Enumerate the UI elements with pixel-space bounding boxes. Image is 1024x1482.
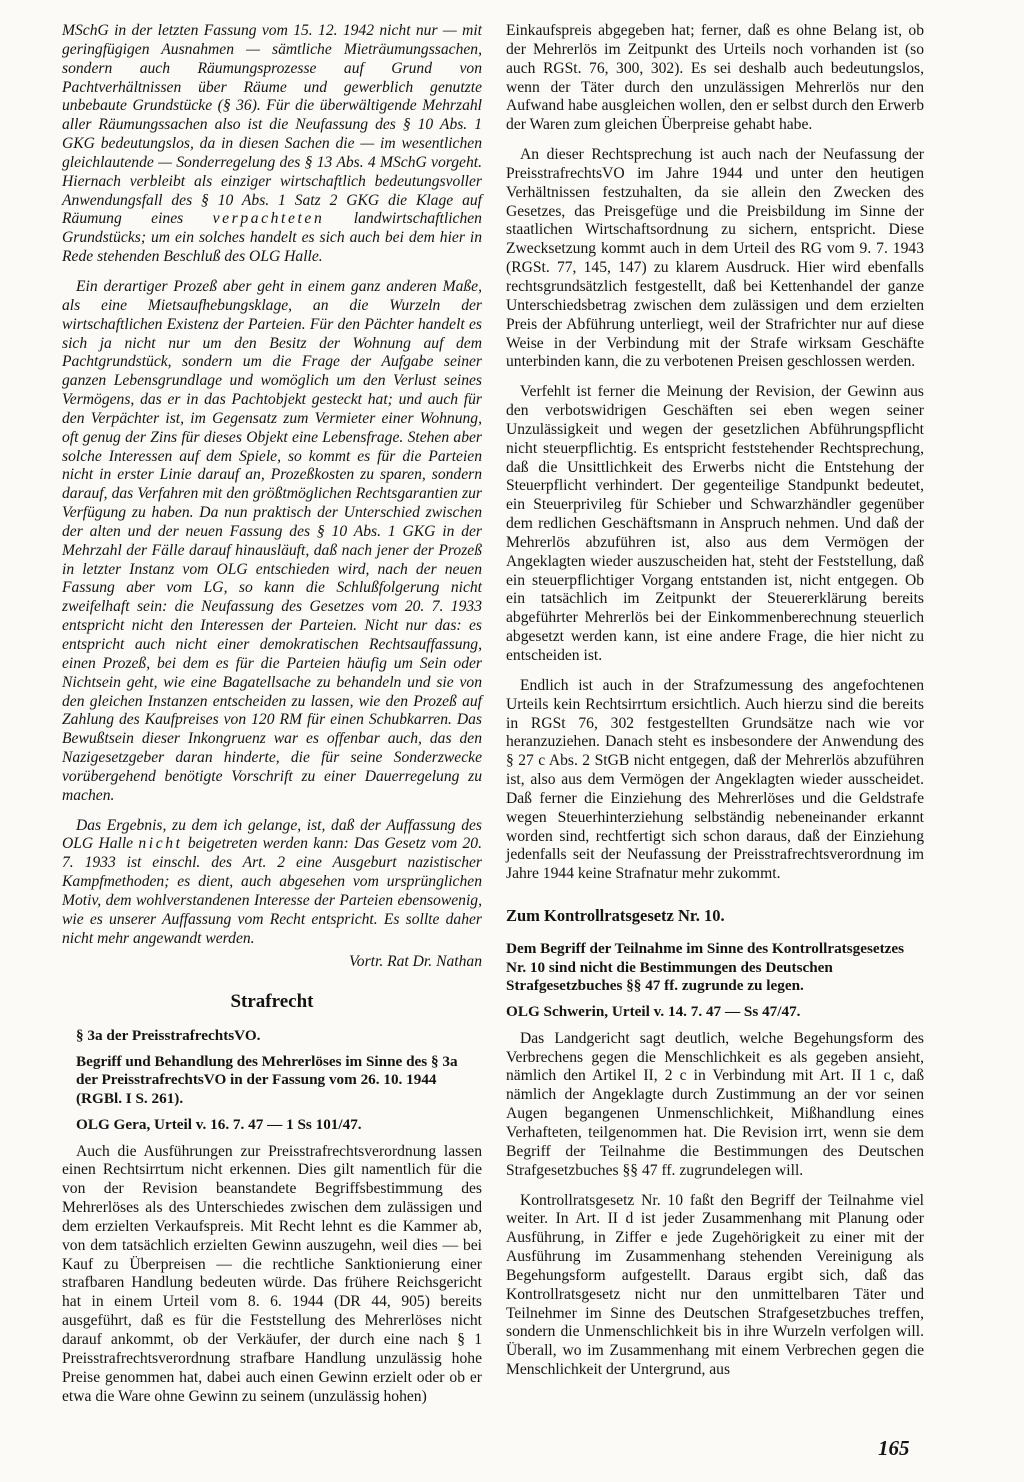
court-citation: OLG Schwerin, Urteil v. 14. 7. 47 — Ss 47/47.: [506, 1003, 801, 1021]
law-reference: § 3a der PreisstrafrechtsVO.: [76, 1026, 261, 1044]
headnote: Dem Begriff der Teilnahme im Sinne des Kontrollratsgesetzes Nr. 10 sind nicht die Bestimmungen des Deutschen Strafgesetzbuches §§ 47 ff. zugrunde zu legen.: [506, 940, 905, 994]
spaced-emphasis: nicht: [138, 835, 183, 853]
paragraph: Auch die Ausführungen zur Preisstrafrechtsverordnung lassen einen Rechtsirrtum nicht erkennen. Dies gilt namentlich für die von der Revision beanstandete Begriffsbestimmung des Mehrerlöses als des Unterschiedes zwischen dem zulässigen und dem erzielten Verkaufspreis. Mit Recht lehnt es die Kammer ab, von dem tatsächlich erzielten Gewinn auszugehn, weil dies — bei Kauf zu Überpreisen — die rechtliche Sanktionierung einer strafbaren Handlung bedeuten würde. Das frühere Reichsgericht hat in einem Urteil vom 8. 6. 1944 (DR 44, 905) bereits ausgeführt, daß es für die Feststellung des Mehrerlöses nicht darauf ankommt, ob der Verkäufer, der durch eine nach § 1 Preisstrafrechtsverordnung strafbare Handlung unzulässig hohe Preise genommen hat, dabei auch einen Gewinn erzielt oder ob er etwa die Ware ohne Gewinn zu seinem (unzulässig hohen): [62, 1142, 482, 1405]
paragraph: [62, 817, 482, 949]
section-title: Strafrecht: [230, 990, 314, 1012]
right-column: [506, 22, 924, 1380]
paragraph: Verfehlt ist ferner die Meinung der Revision, der Gewinn aus den verbotswidrigen Geschäften sei eben wegen seiner Unzulässigkeit und wegen der gesetzlichen Abführungspflicht nicht steuerpflichtig. Es entspricht feststehender Rechtsprechung, daß die Unsittlichkeit des Erwerbs nicht die Entstehung der Steuerpflicht verhindert. Der gegenteilige Standpunkt bedeutet, ein Steuerprivileg für Schieber und Schwarzhändler gegenüber dem redlichen Geschäftsmann in Anspruch nehmen. Und daß der Mehrerlös abzuführen ist, also aus dem Vermögen der Angeklagten wieder auszuscheiden hat, steht der Feststellung, daß ein steuerpflichtiger Vorgang entstanden ist, nicht entgegen. Ob ein tatsächlich im Zeitpunkt der Steuererklärung bereits abgeführter Mehrerlös bei der Einkommenberechnung steuerlich abgesetzt werden kann, ist eine andere Frage, die hier nicht zu entscheiden ist.: [506, 383, 924, 664]
left-column: [62, 22, 482, 1406]
text-run: beigetreten werden kann: Das Gesetz vom 20. 7. 1933 ist einschl. des Art. 2 eine Ausgeburt nazistischer Kampfmethoden; es dient, auch abgesehen vom ursprünglichen Motiv, dem wohlverstandenen Interesse der Parteien ebensowenig, wie es unserer Auffassung vom Recht entspricht. Es sollte daher nicht mehr angewandt werden.: [62, 835, 482, 947]
paragraph: Endlich ist auch in der Strafzumessung des angefochtenen Urteils kein Rechtsirrtum ersichtlich. Auch hierzu sind die bereits in RGSt 76, 302 festgestellten Grundsätze nach wie vor heranzuziehen. Danach steht es insbesondere der Anwendung des § 27 c Abs. 2 StGB nicht entgegen, daß der Mehrerlös abzuführen ist, also aus dem Vermögen der Angeklagten wieder ausscheidet. Daß ferner die Einziehung des Mehrerlöses und die Geldstrafe wegen Steuerhinterziehung selbständig nebeneinander erkannt worden sind, rechtfertigt sich schon daraus, daß der Einziehung jedenfalls seit der Neufassung der Preisstrafrechtsverordnung im Jahre 1944 keine Strafnatur mehr zukommt.: [506, 676, 924, 883]
author-signature: Vortr. Rat Dr. Nathan: [348, 952, 482, 970]
paragraph: [62, 22, 482, 267]
text-run: landwirtschaftlichen Grundstücks; um ein solches handelt es sich auch bei dem hier in Rede stehenden Beschluß des OLG Halle.: [62, 210, 482, 266]
annotation-commentary: [62, 22, 482, 949]
section-heading: Zum Kontrollratsgesetz Nr. 10.: [506, 906, 725, 926]
spaced-emphasis: verpachteten: [212, 210, 325, 228]
court-citation: OLG Gera, Urteil v. 16. 7. 47 — 1 Ss 101/47.: [76, 1116, 362, 1134]
paragraph: Einkaufspreis abgegeben hat; ferner, daß es ohne Belang ist, ob der Mehrerlös im Zeitpunkt des Urteils noch vorhanden ist (so auch RGSt. 76, 300, 302). Es sei deshalb auch bedeutungslos, wenn der Täter durch den unzulässigen Mehrerlös nur den Aufwand habe ausgleichen wollen, den er selbst durch den Erwerb der Waren zum gleichen Überpreise gehabt habe.: [506, 22, 924, 134]
paragraph: An dieser Rechtsprechung ist auch nach der Neufassung der PreisstrafrechtsVO im Jahre 1944 und unter den heutigen Verhältnissen festzuhalten, da sie allein den Zwecken des Gesetzes, das Preisgefüge und die Preisbildung im Sinne der staatlichen Wirtschaftsordnung zu sichern, entspricht. Diese Zwecksetzung kommt auch in dem Urteil des RG vom 9. 7. 1943 (RGSt. 77, 145, 147) zu klarem Ausdruck. Hier wird ebenfalls rechtsgrundsätzlich festgestellt, daß bei Kettenhandel der ganze Unterschiedsbetrag zwischen dem zulässigen und dem erzielten Preis der Abführung unterliegt, weil der Strafrichter nur auf diese Weise in der Verbindung mit der Strafe wirksam Geschäfte unterbinden kann, die zu verbotenen Preisen geschlossen werden.: [506, 146, 924, 371]
page-number: 165: [878, 1436, 910, 1460]
paragraph: Ein derartiger Prozeß aber geht in einem ganz anderen Maße, als eine Mietsaufhebungsklage, an die Wurzeln der wirtschaftlichen Existenz der Parteien. Für den Pächter handelt es sich ja nicht nur um den Besitz der Wohnung auf dem Pachtgrundstück, sondern um die Frage der Aufgabe seiner ganzen Lebensgrundlage und womöglich um den Verlust seines Vermögens, das er in das Pachtobjekt gesteckt hat; und auch für den Verpächter ist, im Gegensatz zum Vermieter einer Wohnung, oft genug der Zins für dieses Objekt eine Lebensfrage. Stehen aber solche Interessen auf dem Spiele, so kommt es für die Parteien nicht in erster Linie darauf an, Prozeßkosten zu sparen, sondern darauf, das Verfahren mit den größtmöglichen Rechtsgarantien zur Verfügung zu haben. Da nun praktisch der Unterschied zwischen der alten und der neuen Fassung des § 10 Abs. 1 GKG in der Mehrzahl der Fälle darauf hinausläuft, daß nach jener der Prozeß in letzter Instanz vom OLG entschieden wird, nach der neuen Fassung aber vom LG, so kann die Schlußfolgerung nicht zweifelhaft sein: die Neufassung des Gesetzes vom 20. 7. 1933 entspricht nicht den Interessen der Parteien. Nicht nur das: es entspricht auch nicht einer demokratischen Rechtsauffassung, einen Prozeß, bei dem es für die Parteien häufig um Sein oder Nichtsein geht, wie eine Bagatellsache zu behandeln und sie von den gleichen Instanzen entscheiden zu lassen, wie den Prozeß auf Zahlung des Kaufpreises von 120 RM für einen Schubkarren. Das Bewußtsein dieser Inkongruenz war es offenbar auch, das den Nazigesetzgeber daran hinderte, die für seine Sonderzwecke vorübergehend benötigte Vorschrift zu einer Dauerregelung zu machen.: [62, 277, 482, 804]
paragraph: Kontrollratsgesetz Nr. 10 faßt den Begriff der Teilnahme viel weiter. In Art. II d ist jeder Zusammenhang mit Planung oder Ausführung, in Ziffer e jede Zugehörigkeit zu einer mit der Ausführung im Zusammenhang stehenden Vereinigung als Begehungsform aufgestellt. Daraus ergibt sich, daß das Kontrollratsgesetz nicht nur den unmittelbaren Täter und Teilnehmer im Sinne des Deutschen Strafgesetzbuches treffen, sondern die Unmenschlichkeit bis in ihre Wurzeln verfolgen will. Überall, wo im Zusammenhang mit einem Verbrechen gegen die Menschlichkeit der Untergrund, aus: [506, 1191, 924, 1379]
text-run: Das Ergebnis, zu dem ich gelange, ist, daß der Auffassung des OLG Halle: [62, 816, 482, 853]
text-run: MSchG in der letzten Fassung vom 15. 12. 1942 nicht nur — mit geringfügigen Ausnahmen — sämtliche Mieträumungssachen, sondern auch Räumungsprozesse auf Grund von Pachtverhältnissen über Räume und gewerblich genutzte unbebaute Grundstücke (§ 36). Für die überwältigende Mehrzahl aller Räumungssachen also ist die Neufassung des § 10 Abs. 1 GKG bedeutungslos, da in diesen Sachen die — im wesentlichen gleichlautende — Sonderregelung des § 13 Abs. 4 MSchG vorgeht. Hiernach verbleibt als einziger wirtschaftlich bedeutungsvoller Anwendungsfall des § 10 Abs. 1 Satz 2 GKG die Klage auf Räumung eines: [62, 22, 482, 228]
headnote: Begriff und Behandlung des Mehrerlöses im Sinne des § 3a der PreisstrafrechtsVO in der Fassung vom 26. 10. 1944 (RGBl. I S. 261).: [76, 1052, 458, 1107]
paragraph: Das Landgericht sagt deutlich, welche Begehungsform des Verbrechens gegen die Menschlichkeit es als gegeben ansieht, nämlich den Artikel II, 2 c in Verbindung mit Art. II 1 c, daß nämlich der Angeklagte durch Zustimmung an der vor seinen Augen begangenen Unmenschlichkeit, Mißhandlung eines Verhafteten, teilgenommen hat. Die Revision irrt, wenn sie dem Begriff der Teilnahme die Bestimmungen des Deutschen Strafgesetzbuches §§ 47 ff. zugrundelegen will.: [506, 1029, 924, 1179]
